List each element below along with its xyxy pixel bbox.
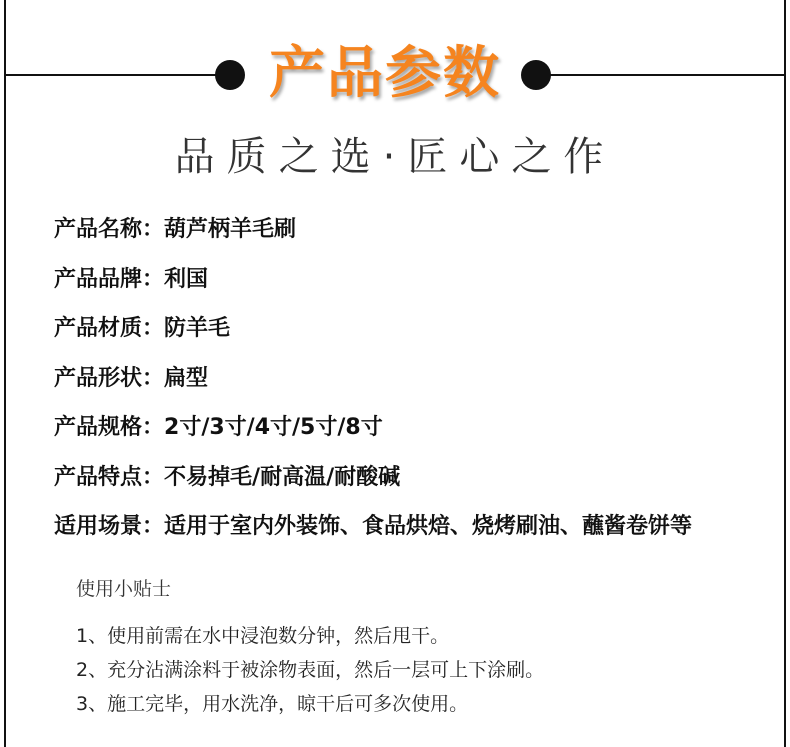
spec-separator: ： — [142, 464, 165, 490]
spec-row-shape — [54, 361, 774, 411]
spec-value: 葫芦柄羊毛刷 — [164, 217, 297, 242]
frame-left-border — [4, 0, 6, 747]
tip-item: 1、使用前需在水中浸泡数分钟，然后甩干。 — [76, 625, 450, 647]
spec-separator: ： — [142, 415, 165, 440]
spec-value: 防羊毛 — [164, 316, 231, 341]
header-divider-right — [536, 74, 786, 76]
spec-separator: ： — [142, 266, 165, 292]
spec-label: 产品名称 — [54, 217, 143, 242]
spec-row-size — [54, 410, 774, 460]
tips-title: 使用小贴士 — [76, 578, 172, 600]
spec-value: 不易掉毛/耐高温/耐酸碱 — [164, 464, 401, 490]
tagline: 品质之选·匠心之作 — [174, 134, 616, 180]
tip-item: 2、充分沾满涂料于被涂物表面，然后一层可上下涂刷。 — [76, 659, 545, 681]
tip-item: 3、施工完毕，用水洗净，晾干后可多次使用。 — [76, 693, 469, 715]
spec-value: 扁型 — [164, 365, 209, 391]
spec-label: 产品材质 — [54, 316, 143, 341]
spec-value: 适用于室内外装饰、食品烘焙、烧烤刷油、蘸酱卷饼等 — [164, 514, 693, 539]
spec-separator: ： — [142, 365, 165, 391]
frame-right-border — [784, 0, 786, 747]
section-title: 产品参数 — [269, 41, 501, 106]
spec-list — [54, 212, 774, 559]
header-divider-left — [4, 74, 230, 76]
spec-separator: ： — [142, 316, 165, 341]
spec-label: 产品形状 — [54, 365, 143, 391]
spec-label: 产品特点 — [54, 464, 143, 490]
spec-row-brand — [54, 262, 774, 312]
spec-label: 产品规格 — [54, 415, 143, 440]
spec-label: 产品品牌 — [54, 266, 143, 292]
spec-value: 2寸/3寸/4寸/5寸/8寸 — [164, 415, 383, 440]
spec-row-name — [54, 212, 774, 262]
spec-row-material — [54, 311, 774, 361]
spec-separator: ： — [142, 217, 165, 242]
spec-label: 适用场景 — [54, 514, 143, 539]
tips-section — [76, 574, 756, 721]
spec-separator: ： — [142, 514, 165, 539]
spec-row-usage — [54, 509, 774, 559]
spec-value: 利国 — [164, 266, 209, 292]
spec-row-features — [54, 460, 774, 510]
